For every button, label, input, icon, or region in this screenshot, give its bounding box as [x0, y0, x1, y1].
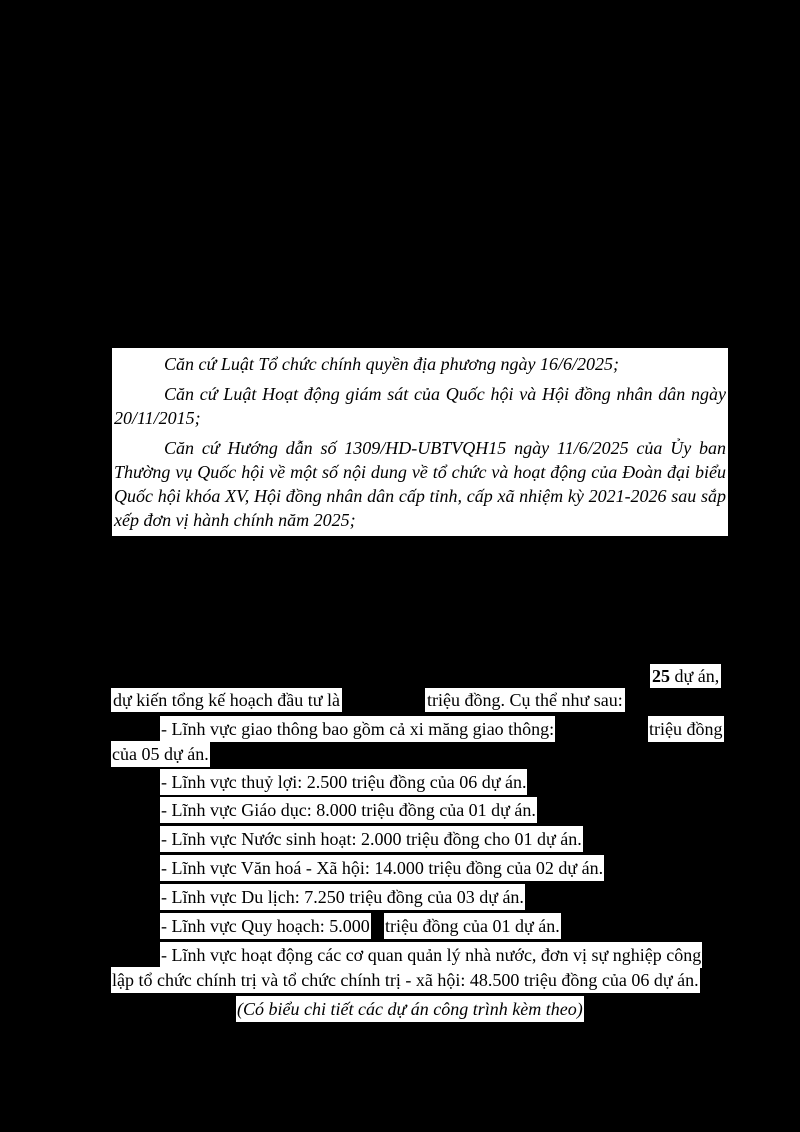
- sector-irrigation: - Lĩnh vực thuỷ lợi: 2.500 triệu đồng của 06 dự án.: [160, 769, 527, 795]
- sector-tourism: - Lĩnh vực Du lịch: 7.250 triệu đồng của 03 dự án.: [160, 884, 525, 910]
- basis-item: Căn cứ Luật Tổ chức chính quyền địa phương ngày 16/6/2025;: [164, 354, 620, 374]
- basis-item: Căn cứ Luật Hoạt động giám sát của Quốc hội và Hội đồng nhân dân ngày 20/11/2015;: [114, 384, 726, 428]
- sector-transport-start: - Lĩnh vực giao thông bao gồm cả xi măng giao thông:: [160, 716, 555, 742]
- legal-basis-block: [112, 348, 728, 536]
- attachment-note: (Có biểu chi tiết các dự án công trình kèm theo): [236, 996, 584, 1022]
- summary-line-start: dự kiến tổng kế hoạch đầu tư là: [113, 690, 340, 710]
- summary-line-end: triệu đồng. Cụ thể như sau:: [427, 690, 623, 710]
- sector-planning-amount: - Lĩnh vực Quy hoạch: 5.000: [160, 913, 371, 939]
- sector-planning-rest: triệu đồng của 01 dự án.: [384, 913, 561, 939]
- sector-transport-end: triệu đồng: [648, 716, 724, 742]
- sector-admin-line2: lập tổ chức chính trị và tổ chức chính trị - xã hội: 48.500 triệu đồng của 06 dự án.: [111, 967, 700, 993]
- basis-item: Căn cứ Hướng dẫn số 1309/HD-UBTVQH15 ngày 11/6/2025 của Ủy ban Thường vụ Quốc hội về một số nội dung về tổ chức và hoạt động của Đoàn đại biểu Quốc hội khóa XV, Hội đồng nhân dân cấp tỉnh, cấp xã nhiệm kỳ 2021-2026 sau sắp xếp đơn vị hành chính năm 2025;: [114, 438, 726, 530]
- sector-admin-line1: - Lĩnh vực hoạt động các cơ quan quản lý nhà nước, đơn vị sự nghiệp công: [160, 942, 702, 968]
- sector-water: - Lĩnh vực Nước sinh hoạt: 2.000 triệu đồng cho 01 dự án.: [160, 826, 583, 852]
- sector-culture: - Lĩnh vực Văn hoá - Xã hội: 14.000 triệu đồng của 02 dự án.: [160, 855, 604, 881]
- project-count: 25: [652, 666, 670, 686]
- project-count-suffix: dự án,: [674, 666, 720, 686]
- sector-education: - Lĩnh vực Giáo dục: 8.000 triệu đồng của 01 dự án.: [160, 797, 537, 823]
- sector-transport-line2: của 05 dự án.: [111, 741, 210, 767]
- summary-count: [650, 664, 721, 688]
